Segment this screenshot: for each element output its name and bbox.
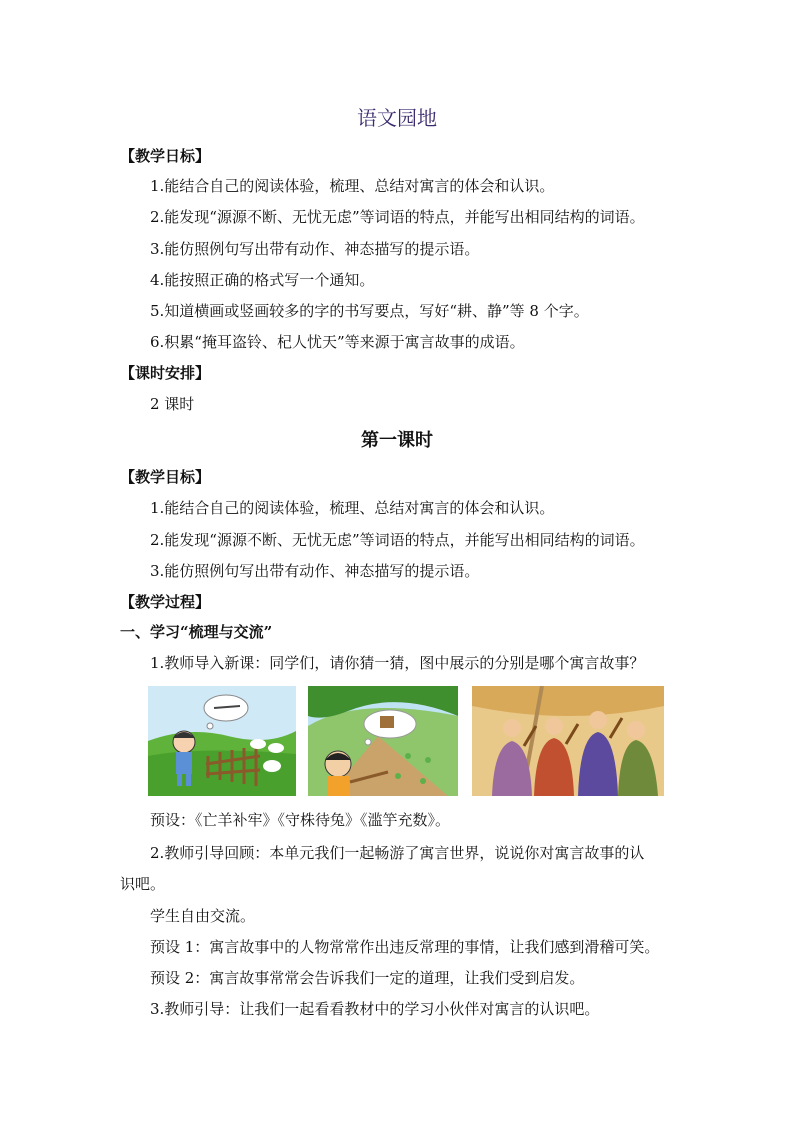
preset-answer: 预设：《亡羊补牢》《守株待兔》《滥竽充数》。 [150,811,451,829]
goal-item: 4.能按照正确的格式写一个通知。 [150,271,375,289]
preset-2: 预设 2：寓言故事常常会告诉我们一定的道理，让我们受到启发。 [150,969,585,987]
preset-1: 预设 1：寓言故事中的人物常常作出违反常理的事情，让我们感到滑稽可笑。 [150,938,660,956]
schedule-text: 2 课时 [150,395,195,413]
step-3: 3.教师引导：让我们一起看看教材中的学习小伙伴对寓言的认识吧。 [150,1000,600,1018]
lesson-goals-header: 【教学目标】 [120,468,211,486]
lesson-goal-item: 3.能仿照例句写出带有动作、神态描写的提示语。 [150,562,480,580]
fable-illustration-musicians [472,686,664,796]
process-header: 【教学过程】 [120,593,211,611]
fable-illustration-sheep [148,686,296,796]
fable-illustrations [148,686,664,796]
goal-item: 6.积累“掩耳盗铃、杞人忧天”等来源于寓言故事的成语。 [150,333,525,351]
page-title: 语文园地 [357,106,437,130]
goal-item: 5.知道横画或竖画较多的字的书写要点，写好“耕、静”等 8 个字。 [150,302,589,320]
part-heading: 一、学习“梳理与交流” [120,623,273,641]
step-1: 1.教师导入新课：同学们，请你猜一猜，图中展示的分别是哪个寓言故事？ [150,654,645,672]
step-2: 2.教师引导回顾：本单元我们一起畅游了寓言世界，说说你对寓言故事的认 [150,844,645,862]
goal-item: 1.能结合自己的阅读体验，梳理、总结对寓言的体会和认识。 [150,177,555,195]
free-talk: 学生自由交流。 [150,907,256,925]
lesson-title: 第一课时 [361,430,433,451]
schedule-header: 【课时安排】 [120,364,211,382]
step-2-continued: 识吧。 [120,875,166,893]
goals-header: 【教学日标】 [120,147,211,165]
lesson-goal-item: 2.能发现“源源不断、无忧无虑”等词语的特点，并能写出相同结构的词语。 [150,531,645,549]
goal-item: 2.能发现“源源不断、无忧无虑”等词语的特点，并能写出相同结构的词语。 [150,208,645,226]
lesson-goal-item: 1.能结合自己的阅读体验，梳理、总结对寓言的体会和认识。 [150,499,555,517]
fable-illustration-stump [308,686,458,796]
goal-item: 3.能仿照例句写出带有动作、神态描写的提示语。 [150,240,480,258]
